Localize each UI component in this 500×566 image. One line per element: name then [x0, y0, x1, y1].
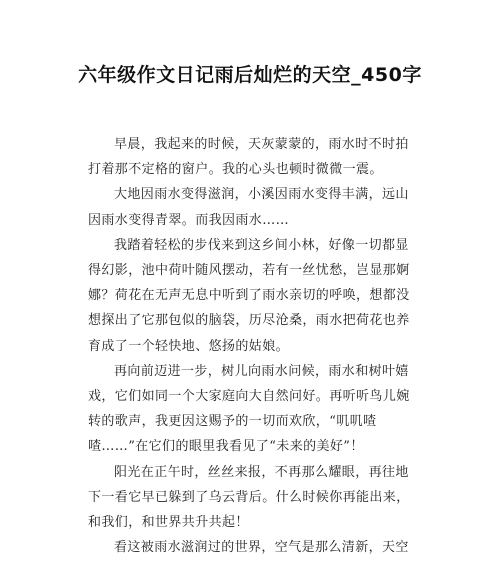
- text-line: 下一看它早已躲到了乌云背后。什么时候你再能出来，: [88, 489, 410, 505]
- text-line: 娜？荷花在无声无息中听到了雨水亲切的呼唤，想都没: [88, 288, 410, 304]
- text-line: 戏，它们如同一个大家庭向大自然问好。再听听鸟儿婉: [88, 389, 410, 405]
- text-line: 早晨，我起来的时候，天灰蒙蒙的，雨水时不时拍: [114, 137, 409, 152]
- paragraph-3: [88, 233, 412, 359]
- paragraph-2: [88, 182, 412, 232]
- article-body: [88, 132, 412, 560]
- paragraph-4: [88, 359, 412, 460]
- article-title: 六年级作文日记雨后灿烂的天空_450字: [78, 64, 422, 86]
- text-line: 大地因雨水变得滋润，小溪因雨水变得丰满，远山: [114, 187, 409, 203]
- text-line: 阳光在正午时，丝丝来报，不再那么耀眼，再往地: [114, 464, 409, 480]
- text-line: 得幻影，池中荷叶随风摆动，若有一丝忧愁，岂显那婀: [88, 263, 410, 279]
- text-line: 育成了一个轻快地、悠扬的姑娘。: [88, 338, 290, 354]
- text-line: 看这被雨水滋润过的世界，空气是那么清新，天空: [114, 540, 409, 556]
- text-line: 因雨水变得青翠。而我因雨水……: [88, 212, 290, 228]
- text-line: 再向前迈进一步，树儿向雨水问候，雨水和树叶嬉: [114, 363, 409, 379]
- paragraph-5: [88, 460, 412, 536]
- text-line: 和我们，和世界共升共起！: [88, 515, 249, 531]
- text-line: 打着那不定格的窗户。我的心头也顿时微微一震。: [88, 162, 383, 178]
- text-line: 想探出了它那包似的脑袋，历尽沧桑，雨水把荷花也养: [88, 313, 410, 329]
- text-line: 转的歌声，我更因这赐予的一切而欢欣，“叽叽喳: [88, 414, 377, 430]
- text-line: 我踏着轻松的步伐来到这乡间小林，好像一切都显: [114, 237, 409, 253]
- paragraph-1: [88, 132, 412, 182]
- text-line: 喳……”在它们的眼里我看见了“未来的美好”！: [88, 439, 364, 455]
- paragraph-6: [88, 535, 412, 560]
